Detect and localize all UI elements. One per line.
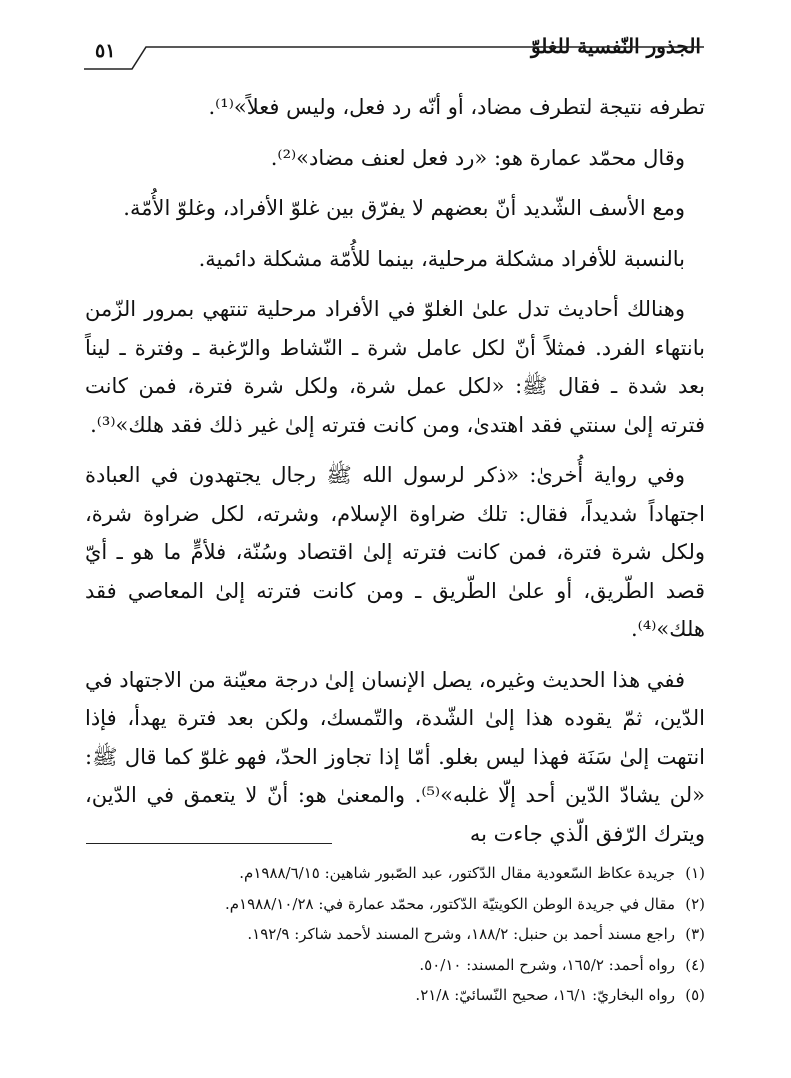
body-text [85, 88, 705, 865]
footnote-number: (٢) [685, 894, 705, 913]
footnote-number: (٤) [685, 955, 705, 974]
paragraph: ففي هذا الحديث وغيره، يصل الإنسان إلىٰ درجة معيّنة من الاجتهاد في الدّين، ثمّ يقوده هذا إلىٰ الشّدة، والتّمسك، ولكن بعد فترة يهدأ، فإذا انتهت إلىٰ سَنَة فهذا ليس بغلو. أمّا إذا تجاوز الحدّ، فهو غلوّ كما قال ﷺ: «لن يشادّ الدّين أحد إلّا غلبه»⁽⁵⁾. والمعنىٰ هو: أنّ لا يتعمق في الدّين، ويترك الرّفق الّذي جاءت به [85, 667, 705, 846]
footnote [85, 950, 705, 981]
footnote [85, 980, 705, 1011]
footnote-text: راجع مسند أحمد بن حنبل: ١٨٨/٢، وشرح المسند لأحمد شاكر: ١٩٢/٩. [247, 925, 675, 943]
footnote [85, 889, 705, 920]
footnote-number: (٣) [685, 925, 705, 943]
footnote [85, 858, 705, 889]
footnote-text: جريدة عكاظ السّعودية مقال الدّكتور، عبد الصّبور شاهين: ١٩٨٨/٦/١٥م. [239, 864, 675, 882]
footnote-number: (٥) [685, 986, 705, 1004]
paragraph: وقال محمّد عمارة هو: «رد فعل لعنف مضاد»⁽²⁾. [270, 145, 685, 170]
footnote-number: (١) [685, 864, 705, 882]
header-rule [84, 42, 704, 70]
page-number: ٥١ [95, 40, 116, 62]
footnote-text: رواه أحمد: ١٦٥/٢، وشرح المسند: ٥٠/١٠. [419, 955, 675, 974]
paragraph: ومع الأسف الشّديد أنّ بعضهم لا يفرّق بين غلوّ الأفراد، وغلوّ الأُمّة. [123, 196, 685, 220]
paragraph: بالنسبة للأفراد مشكلة مرحلية، بينما للأُمّة مشكلة دائمية. [198, 246, 685, 271]
footnote-text: رواه البخاريّ: ١٦/١، صحيح النّسائيّ: ٢١/٨. [415, 986, 675, 1004]
paragraph: وهنالك أحاديث تدل علىٰ الغلوّ في الأفراد مرحلية تنتهي بمرور الزّمن بانتهاء الفرد. فمثلاً أنّ لكل عامل شرة ـ النّشاط والرّغبة ـ وفترة ـ ليناً بعد شدة ـ فقال ﷺ: «لكل عمل شرة، ولكل شرة فترة، فمن كانت فترته إلىٰ سنتي فقد اهتدىٰ، ومن كانت فترته إلىٰ غير ذلك فقد هلك»⁽³⁾. [85, 297, 705, 437]
footnote-text: مقال في جريدة الوطن الكويتيّة الدّكتور، محمّد عمارة في: ١٩٨٨/١٠/٢٨م. [224, 894, 675, 913]
paragraph: وفي رواية أُخرىٰ: «ذكر لرسول الله ﷺ رجال يجتهدون في العبادة اجتهاداً شديداً، فقال: تلك ضراوة الإسلام، وشرته، لكل ضراوة شرة، ولكل شرة فترة، فمن كانت فترته إلىٰ اقتصاد وسُنّة، فلأمٍّ ما هو ـ أيّ قصد الطّريق، أو علىٰ الطّريق ـ ومن كانت فترته إلىٰ المعاصي فقد هلك»⁽⁴⁾. [85, 463, 705, 641]
footnote [85, 919, 705, 950]
paragraph: تطرفه نتيجة لتطرف مضاد، أو أنّه رد فعل، وليس فعلاً»⁽¹⁾. [208, 95, 705, 119]
footnote-separator [86, 843, 332, 844]
footnotes [85, 858, 705, 1011]
running-title: الجذور النّفسية للغلوّ [530, 34, 701, 58]
